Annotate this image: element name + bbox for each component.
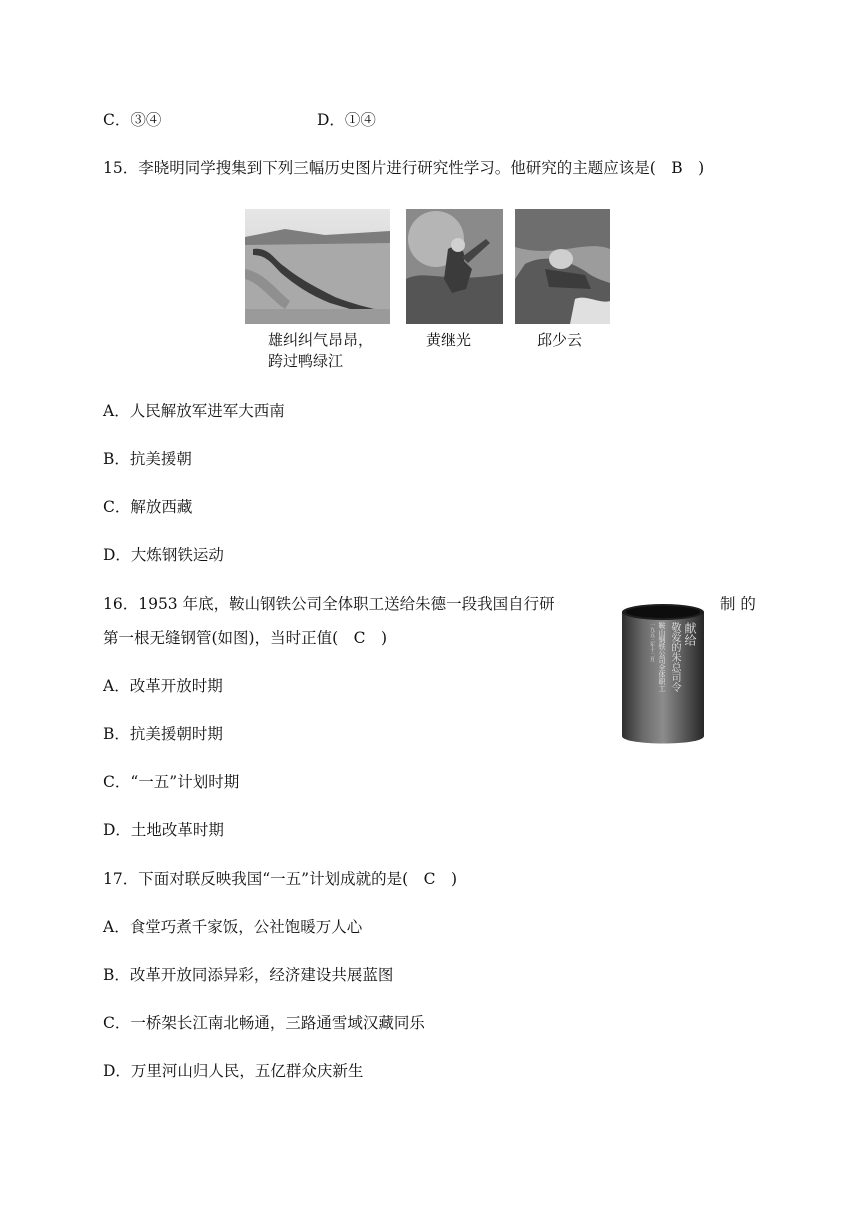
q14-option-d: D．①④ [317,111,376,129]
q15-option-b: B．抗美援朝 [103,450,192,468]
q16-option-c: C．“一五”计划时期 [103,773,240,791]
q16-stem-line1: 16．1953 年底，鞍山钢铁公司全体职工送给朱德一段我国自行研 [103,595,555,613]
q15-stem: 15．李晓明同学搜集到下列三幅历史图片进行研究性学习。他研究的主题应该是( B ) [103,159,705,177]
inscription-col2: 敬爱的朱总司令 [669,622,680,692]
q17-stem: 17．下面对联反映我国“一五”计划成就的是( C ) [103,870,458,888]
inscription-col4: 一九五三年十二月 [649,622,655,662]
q16-stem-line1-end: 制 的 [720,595,756,613]
yalu-river-crossing-photo [245,209,390,324]
inscription-col1: 献给 [683,622,697,646]
seamless-steel-pipe-photo [618,600,708,748]
q16-option-a: A．改革开放时期 [103,677,223,695]
q14-option-c: C．③④ [103,111,162,129]
q15-option-a: A．人民解放军进军大西南 [103,402,285,420]
q16-option-d: D．土地改革时期 [103,821,224,839]
q16-stem-line2: 第一根无缝钢管(如图)，当时正值( C ) [103,629,388,647]
q17-option-b: B．改革开放同添异彩，经济建设共展蓝图 [103,966,394,984]
q15-option-d: D．大炼钢铁运动 [103,546,224,564]
caption-qiu-shaoyun: 邱少云 [537,331,583,349]
q15-option-c: C．解放西藏 [103,498,193,516]
huang-jiguang-painting [406,209,503,324]
caption-huang-jiguang: 黄继光 [426,331,472,349]
q17-option-d: D．万里河山归人民，五亿群众庆新生 [103,1062,364,1080]
inscription-col3: 鞍山钢铁公司全体职工 [658,622,666,692]
caption-yalu-line1: 雄纠纠气昂昂， [268,331,374,349]
pipe-inscription [640,622,696,732]
q17-option-c: C．一桥架长江南北畅通，三路通雪域汉藏同乐 [103,1014,425,1032]
qiu-shaoyun-painting [515,209,610,324]
q17-option-a: A．食堂巧煮千家饭，公社饱暖万人心 [103,918,363,936]
caption-yalu-line2: 跨过鸭绿江 [268,352,344,370]
q16-option-b: B．抗美援朝时期 [103,725,223,743]
